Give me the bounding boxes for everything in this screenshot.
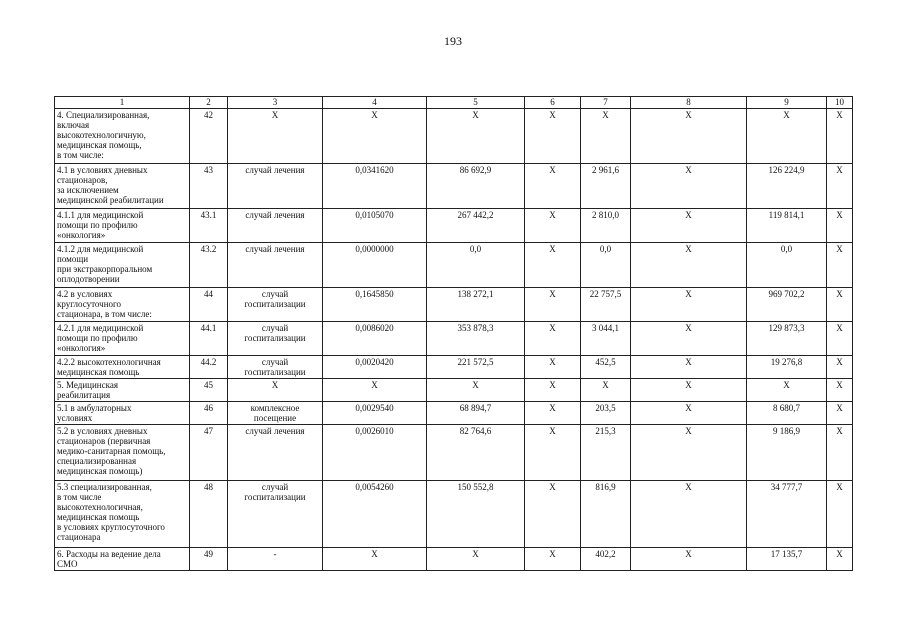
table-cell: X (427, 109, 525, 164)
table-cell: 34 777,7 (747, 481, 827, 548)
table-cell: 203,5 (581, 402, 631, 425)
table-row (55, 402, 853, 425)
table-cell: X (427, 379, 525, 402)
table-cell: 3 044,1 (581, 322, 631, 356)
column-header-8: 8 (631, 97, 747, 109)
table-cell: X (228, 109, 323, 164)
table-cell: случай госпитализации (228, 322, 323, 356)
table-row (55, 109, 853, 164)
column-header-7: 7 (581, 97, 631, 109)
table-cell: X (581, 109, 631, 164)
table-cell: X (631, 402, 747, 425)
table-cell: 0,0020420 (323, 356, 427, 379)
table-cell: X (747, 109, 827, 164)
table-cell: 5.3 специализированная, в том числе высокотехнологичная, медицинская помощь в условиях круглосуточного стационара (55, 481, 190, 548)
column-header-2: 2 (190, 97, 228, 109)
table-cell: случай госпитализации (228, 481, 323, 548)
table-cell: X (827, 243, 853, 288)
table-cell: X (525, 356, 581, 379)
table-body (55, 109, 853, 571)
table-row (55, 379, 853, 402)
table-cell: X (631, 288, 747, 322)
data-table (54, 96, 853, 571)
table-cell: X (827, 379, 853, 402)
table-cell: X (525, 243, 581, 288)
table-cell: X (525, 481, 581, 548)
table-cell: случай лечения (228, 209, 323, 243)
table-cell: X (827, 209, 853, 243)
table-cell: X (525, 109, 581, 164)
table-row (55, 548, 853, 571)
table-cell: X (323, 379, 427, 402)
table-cell: X (631, 356, 747, 379)
column-header-10: 10 (827, 97, 853, 109)
table-cell: 49 (190, 548, 228, 571)
table-row (55, 322, 853, 356)
table-cell: X (827, 425, 853, 481)
table-cell: X (323, 548, 427, 571)
table-cell: 221 572,5 (427, 356, 525, 379)
table-cell: X (747, 379, 827, 402)
table-cell: X (525, 322, 581, 356)
table-cell: 0,0 (747, 243, 827, 288)
column-header-1: 1 (55, 97, 190, 109)
table-cell: 4.2.1 для медицинской помощи по профилю «онкология» (55, 322, 190, 356)
table-cell: 0,0000000 (323, 243, 427, 288)
table-cell: X (631, 209, 747, 243)
table-cell: 4. Специализированная, включая высокотехнологичную, медицинская помощь, в том числе: (55, 109, 190, 164)
table-cell: 353 878,3 (427, 322, 525, 356)
table-cell: случай госпитализации (228, 356, 323, 379)
table-cell: случай госпитализации (228, 288, 323, 322)
table-cell: 5.2 в условиях дневных стационаров (первичная медико-санитарная помощь, специализированная медицинская помощь) (55, 425, 190, 481)
table-cell: 5.1 в амбулаторных условиях (55, 402, 190, 425)
table-cell: X (525, 288, 581, 322)
table-cell: X (631, 548, 747, 571)
table-row (55, 164, 853, 209)
table-cell: 0,0105070 (323, 209, 427, 243)
table-cell: случай лечения (228, 243, 323, 288)
table-cell: 43 (190, 164, 228, 209)
table-cell: 126 224,9 (747, 164, 827, 209)
table-cell: 46 (190, 402, 228, 425)
table-cell: 8 680,7 (747, 402, 827, 425)
table-cell: X (827, 164, 853, 209)
header-row (55, 97, 853, 109)
table-cell: 0,0 (581, 243, 631, 288)
table-cell: 43.2 (190, 243, 228, 288)
table-cell: X (631, 109, 747, 164)
table-cell: 43.1 (190, 209, 228, 243)
table-cell: X (827, 481, 853, 548)
table-cell: 4.1 в условиях дневных стационаров, за исключением медицинской реабилитации (55, 164, 190, 209)
table-cell: X (427, 548, 525, 571)
table-cell: X (525, 209, 581, 243)
table-cell: 4.2 в условиях круглосуточного стационара, в том числе: (55, 288, 190, 322)
column-header-4: 4 (323, 97, 427, 109)
table-cell: - (228, 548, 323, 571)
table-cell: 0,0341620 (323, 164, 427, 209)
table-cell: 44 (190, 288, 228, 322)
table-cell: X (631, 425, 747, 481)
table-cell: 44.1 (190, 322, 228, 356)
column-header-6: 6 (525, 97, 581, 109)
column-header-9: 9 (747, 97, 827, 109)
table-cell: 129 873,3 (747, 322, 827, 356)
table-cell: 19 276,8 (747, 356, 827, 379)
table-cell: 0,0 (427, 243, 525, 288)
table-cell: 17 135,7 (747, 548, 827, 571)
table-cell: 0,0054260 (323, 481, 427, 548)
table-cell: X (631, 164, 747, 209)
table-cell: 119 814,1 (747, 209, 827, 243)
table-cell: 44.2 (190, 356, 228, 379)
table-cell: 82 764,6 (427, 425, 525, 481)
page-number: 193 (444, 34, 462, 48)
table-cell: 0,0026010 (323, 425, 427, 481)
table-cell: 452,5 (581, 356, 631, 379)
table-cell: X (827, 548, 853, 571)
table-cell: 6. Расходы на ведение дела СМО (55, 548, 190, 571)
table-cell: X (631, 379, 747, 402)
table-cell: случай лечения (228, 164, 323, 209)
table-cell: X (525, 425, 581, 481)
table-cell: X (228, 379, 323, 402)
table-cell: 4.1.1 для медицинской помощи по профилю «онкология» (55, 209, 190, 243)
table-row (55, 209, 853, 243)
table-row (55, 481, 853, 548)
table-row (55, 356, 853, 379)
table-cell: X (827, 402, 853, 425)
table-cell: 9 186,9 (747, 425, 827, 481)
table-cell: 42 (190, 109, 228, 164)
table-row (55, 288, 853, 322)
table-cell: X (827, 288, 853, 322)
table-cell: 86 692,9 (427, 164, 525, 209)
table-cell: 0,1645850 (323, 288, 427, 322)
table-cell: 267 442,2 (427, 209, 525, 243)
table-cell: X (631, 322, 747, 356)
table-cell: 48 (190, 481, 228, 548)
table-cell: 4.1.2 для медицинской помощи при экстракорпоральном оплодотворении (55, 243, 190, 288)
table-cell: X (631, 481, 747, 548)
table-cell: X (827, 109, 853, 164)
table-cell: X (525, 402, 581, 425)
table-cell: 150 552,8 (427, 481, 525, 548)
table-cell: 0,0086020 (323, 322, 427, 356)
table-cell: 22 757,5 (581, 288, 631, 322)
table-cell: X (827, 322, 853, 356)
table-cell: комплексное посещение (228, 402, 323, 425)
table-cell: 45 (190, 379, 228, 402)
table-row (55, 243, 853, 288)
table-cell: X (525, 379, 581, 402)
table-cell: 402,2 (581, 548, 631, 571)
table-cell: X (525, 548, 581, 571)
table-cell: 969 702,2 (747, 288, 827, 322)
column-header-3: 3 (228, 97, 323, 109)
table-cell: 816,9 (581, 481, 631, 548)
table-cell: X (827, 356, 853, 379)
table-cell: 5. Медицинская реабилитация (55, 379, 190, 402)
table-cell: 4.2.2 высокотехнологичная медицинская помощь (55, 356, 190, 379)
column-header-5: 5 (427, 97, 525, 109)
table-cell: X (525, 164, 581, 209)
table-cell: 2 961,6 (581, 164, 631, 209)
table-cell: X (323, 109, 427, 164)
table-cell: X (631, 243, 747, 288)
table-cell: 47 (190, 425, 228, 481)
table-cell: 2 810,0 (581, 209, 631, 243)
table-cell: 68 894,7 (427, 402, 525, 425)
table-cell: случай лечения (228, 425, 323, 481)
table-cell: 0,0029540 (323, 402, 427, 425)
table-cell: 138 272,1 (427, 288, 525, 322)
table-row (55, 425, 853, 481)
table-cell: 215,3 (581, 425, 631, 481)
table-cell: X (581, 379, 631, 402)
